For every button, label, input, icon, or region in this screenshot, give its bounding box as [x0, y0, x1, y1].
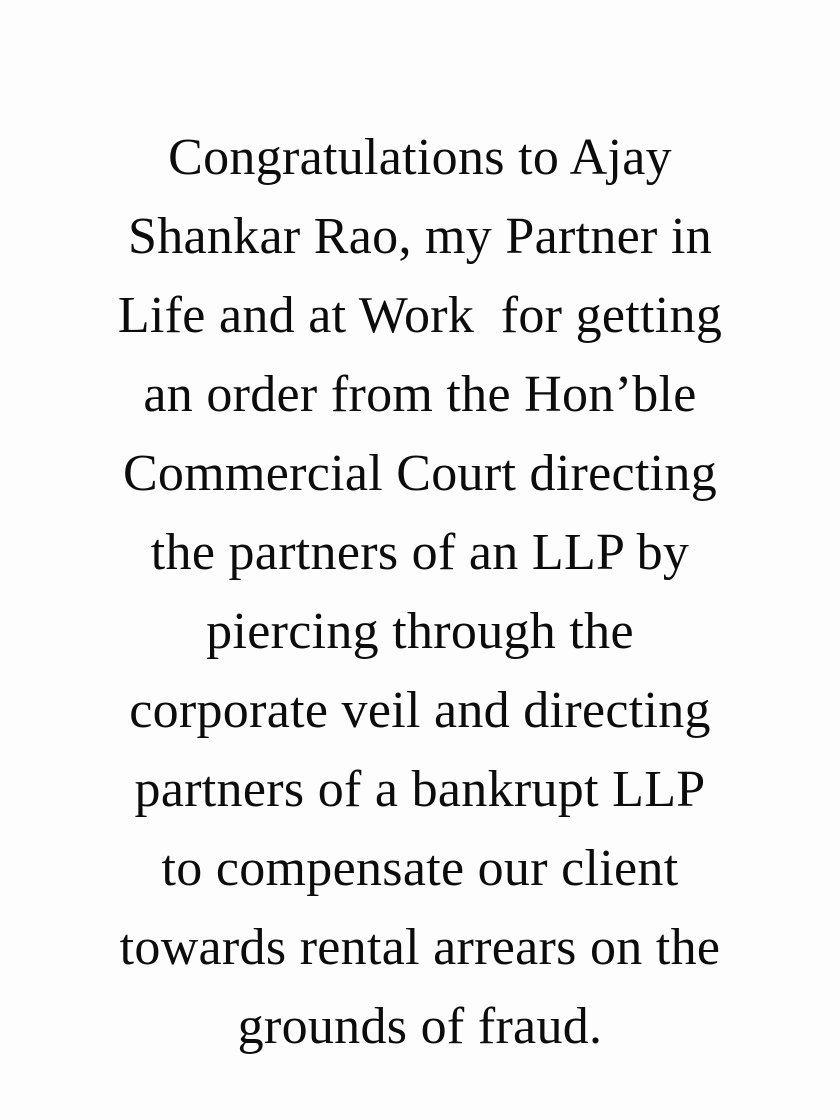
message-line: Commercial Court directing — [122, 445, 718, 502]
message-line: grounds of fraud. — [237, 998, 603, 1055]
message-line: an order from the Hon’ble — [143, 366, 697, 423]
message-line: towards rental arrears on the — [119, 919, 721, 976]
message-line: Congratulations to Ajay — [168, 129, 672, 186]
message-line: to compensate our client — [161, 840, 679, 897]
message-line: piercing through the — [206, 603, 634, 660]
message-line: corporate veil and directing — [129, 682, 711, 739]
message-line: Shankar Rao, my Partner in — [127, 208, 712, 265]
message-line: the partners of an LLP by — [150, 524, 690, 581]
congratulations-message — [20, 118, 820, 1066]
message-line: partners of a bankrupt LLP — [134, 761, 706, 818]
message-line: Life and at Work for getting — [117, 287, 723, 344]
